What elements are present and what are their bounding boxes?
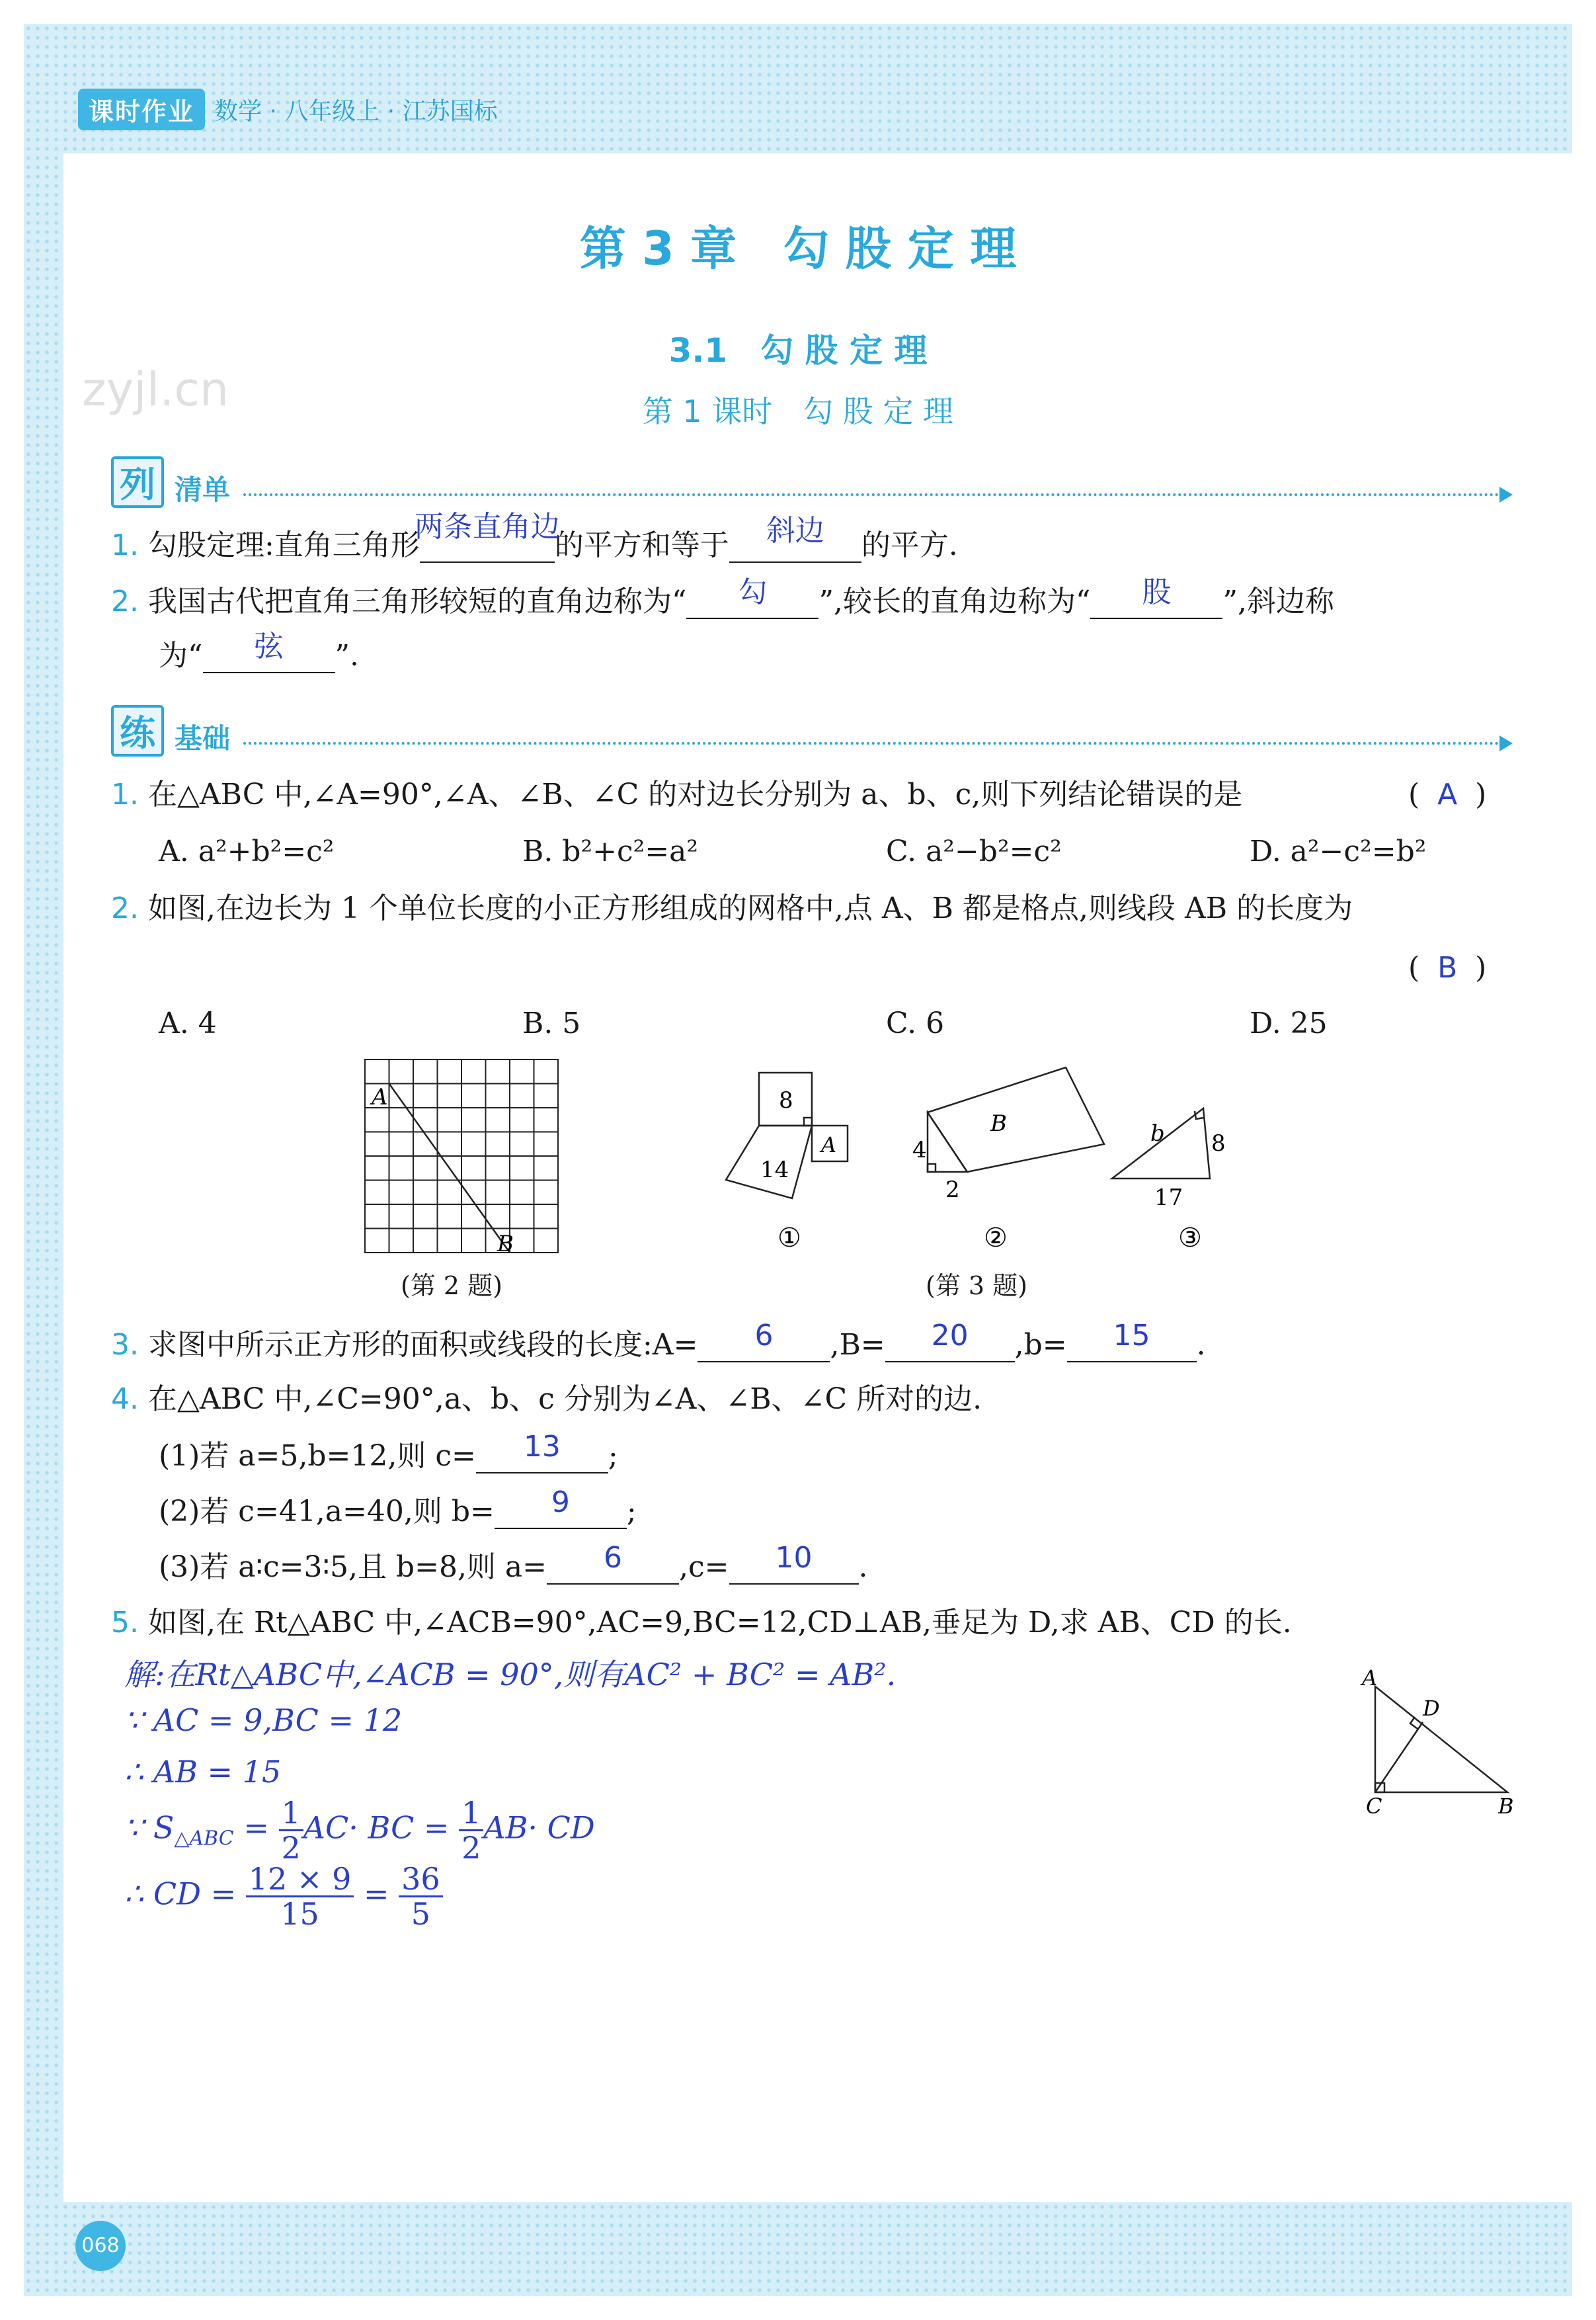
- q2-answer-bracket: ( B ): [1408, 948, 1486, 988]
- list-q2-num: 2.: [111, 585, 139, 618]
- dotted-divider: [243, 742, 1499, 745]
- q3-ans2: 20: [931, 1319, 969, 1352]
- q3-blank2: [885, 1319, 1015, 1362]
- list-q1-ans2: 斜边: [766, 514, 824, 548]
- fig3-side2: 2: [945, 1177, 960, 1203]
- sol4-post: AB· CD: [483, 1809, 595, 1846]
- lesson-title: 第 1 课时 勾 股 定 理: [642, 394, 954, 429]
- q4-p3-blank1: [547, 1541, 679, 1585]
- grid-lines: [365, 1059, 558, 1253]
- list-q1-blank2: [729, 514, 861, 563]
- arrow-icon: [1499, 487, 1513, 503]
- half-denominator: 2: [281, 1830, 301, 1866]
- sol4-pre: ∵ S: [124, 1809, 175, 1846]
- solution-line-2: ∵ AC = 9,BC = 12: [124, 1702, 403, 1738]
- half-fraction-2: [459, 1796, 483, 1864]
- section-list-header: [111, 456, 1513, 509]
- q1-option-b: B. b²+c²=a²: [522, 835, 698, 868]
- q4-p1-pre: (1)若 a=5,b=12,则 c=: [159, 1439, 476, 1473]
- solution-line-5: [124, 1862, 443, 1930]
- q4-p2-post: ;: [626, 1495, 637, 1528]
- q4-part3: [159, 1541, 868, 1587]
- q3-pre: 求图中所示正方形的面积或线段的长度:A=: [147, 1328, 698, 1362]
- sol4-sub: △ABC: [174, 1827, 234, 1850]
- half-fraction: [279, 1796, 303, 1864]
- q3-blank3: [1067, 1319, 1197, 1362]
- section-practice-header: [111, 705, 1513, 758]
- q2-num: 2.: [111, 891, 139, 925]
- q1-text: 在△ABC 中,∠A=90°,∠A、∠B、∠C 的对边长分别为 a、b、c,则下列结论错误的是: [147, 778, 1243, 811]
- page-number: 068: [75, 2221, 126, 2271]
- q4-p2-ans: 9: [551, 1485, 570, 1519]
- q4-text: 在△ABC 中,∠C=90°,a、b、c 分别为∠A、∠B、∠C 所对的边.: [147, 1382, 982, 1416]
- q5-text: 如图,在 Rt△ABC 中,∠ACB=90°,AC=9,BC=12,CD⊥AB,垂足为 D,求 AB、CD 的长.: [147, 1606, 1292, 1639]
- cd-denominator: 15: [280, 1896, 319, 1932]
- cd-fraction: [246, 1862, 354, 1930]
- sol5-pre: ∴ CD =: [124, 1876, 237, 1912]
- cd-result-denominator: 5: [411, 1896, 431, 1932]
- q4-p1-post: ;: [608, 1439, 618, 1473]
- q5-figure: [1349, 1660, 1521, 1819]
- fig5-a: A: [1362, 1665, 1378, 1690]
- q3-post: .: [1196, 1328, 1206, 1362]
- q3-num: 3.: [111, 1328, 139, 1362]
- q2-answer: B: [1437, 951, 1458, 985]
- segment-ab: [389, 1084, 510, 1253]
- q4-p2-blank: [495, 1485, 627, 1529]
- q4-p1-ans: 13: [523, 1430, 561, 1464]
- fig5-d: D: [1423, 1696, 1440, 1721]
- list-badge: 列: [111, 456, 164, 508]
- list-q2-ans3: 弦: [254, 630, 284, 663]
- fig3-tri-b: b: [1150, 1120, 1165, 1147]
- list-q2-post: ”,斜边称: [1222, 585, 1334, 618]
- q5-num: 5.: [111, 1606, 139, 1639]
- list-q2-line2: [159, 630, 359, 676]
- sol4-eq: =: [243, 1809, 269, 1846]
- section-title: 3.1 勾 股 定 理: [668, 331, 928, 370]
- q3-mid2: ,b=: [1014, 1328, 1067, 1362]
- sol5-eq: =: [363, 1876, 389, 1912]
- solution-line-1: 解:在Rt△ABC中,∠ACB = 90°,则有AC² + BC² = AB².: [124, 1657, 897, 1692]
- list-q2: [111, 575, 1334, 622]
- list-q2-line2-pre: 为“: [159, 639, 203, 673]
- q4-p1-blank: [476, 1430, 608, 1473]
- q4-p3-ans1: 6: [604, 1541, 623, 1575]
- list-q1-pre: 勾股定理:直角三角形: [147, 528, 420, 562]
- q4-part2: [159, 1485, 637, 1532]
- watermark: zyjl.cn: [82, 362, 229, 417]
- fig3-side4: 4: [912, 1137, 927, 1163]
- q3-mid1: ,B=: [830, 1328, 885, 1362]
- triangle-abc: [1375, 1686, 1507, 1792]
- chapter-title: 第 3 章 勾 股 定 理: [579, 222, 1017, 276]
- list-q2-ans1: 勾: [738, 575, 768, 609]
- practice-title: 基础: [175, 722, 231, 755]
- practice-badge: 练: [111, 705, 164, 757]
- list-q2-blank1: [686, 575, 818, 619]
- q4-p3-post: .: [858, 1550, 868, 1584]
- list-q2-blank2: [1090, 575, 1222, 619]
- q3-ans1: 6: [754, 1319, 774, 1352]
- q1-answer-bracket: ( A ): [1408, 775, 1486, 815]
- fig3-label-2: ②: [984, 1223, 1008, 1253]
- fig3-tri-8: 8: [1211, 1130, 1226, 1157]
- list-q1-blank1: [414, 510, 560, 563]
- cd-numerator: 12 × 9: [246, 1862, 354, 1897]
- q4-p3-ans2: 10: [775, 1541, 813, 1575]
- fig3-label-1: ①: [778, 1223, 801, 1253]
- list-q1-mid: 的平方和等于: [554, 528, 729, 562]
- q2-option-b: B. 5: [522, 1007, 581, 1040]
- list-q2-mid: ”,较长的直角边称为“: [818, 585, 1091, 618]
- practice-q3: [111, 1319, 1206, 1365]
- practice-q1: [111, 775, 1242, 815]
- practice-q4: [111, 1380, 982, 1419]
- q1-option-c: C. a²−b²=c²: [886, 835, 1062, 868]
- list-q1: [111, 510, 958, 565]
- fig3-sq-a: A: [821, 1132, 837, 1157]
- list-q1-ans1: 两条直角边: [414, 510, 560, 544]
- half-denominator-2: 2: [461, 1830, 481, 1866]
- q4-num: 4.: [111, 1382, 139, 1416]
- q2-option-c: C. 6: [886, 1007, 945, 1040]
- bottom-border-band: [24, 2202, 1572, 2296]
- fig5-b: B: [1498, 1794, 1514, 1819]
- altitude-cd: [1375, 1722, 1423, 1792]
- solution-line-4: [124, 1796, 595, 1864]
- q1-option-d: D. a²−c²=b²: [1250, 835, 1427, 868]
- cd-result-numerator: 36: [399, 1862, 443, 1897]
- sol4-mid: AC· BC =: [303, 1809, 450, 1846]
- fig2-caption: (第 2 题): [401, 1271, 502, 1300]
- fig3-sq-bottom: 14: [760, 1157, 789, 1183]
- fig3-figure: [714, 1058, 1283, 1257]
- half-numerator-2: 1: [459, 1796, 483, 1831]
- brand-logo: 课时作业: [78, 89, 205, 130]
- list-q2-line2-post: ”.: [335, 639, 359, 673]
- q2-option-a: A. 4: [159, 1007, 217, 1040]
- q3-blank1: [698, 1319, 830, 1362]
- fig3-label-3: ③: [1178, 1223, 1202, 1253]
- list-q2-pre: 我国古代把直角三角形较短的直角边称为“: [147, 585, 687, 618]
- list-title: 清单: [175, 474, 231, 506]
- practice-q2: [111, 889, 1353, 929]
- fig3-tri-17: 17: [1154, 1184, 1183, 1211]
- list-q1-num: 1.: [111, 528, 139, 562]
- dotted-divider: [243, 493, 1499, 496]
- point-b-label: B: [497, 1231, 514, 1257]
- grid-figure: [357, 1052, 569, 1263]
- q4-p3-blank2: [729, 1541, 859, 1585]
- fig3-sq-b: B: [990, 1110, 1007, 1137]
- cd-result-fraction: [399, 1862, 443, 1930]
- list-q2-blank3: [203, 630, 335, 673]
- fig3-part2: [928, 1067, 1104, 1172]
- q4-part1: [159, 1430, 618, 1476]
- fig5-c: C: [1366, 1794, 1382, 1819]
- q1-answer: A: [1437, 778, 1458, 811]
- q3-ans3: 15: [1113, 1319, 1150, 1352]
- list-q1-post: 的平方.: [861, 528, 958, 562]
- list-q2-ans2: 股: [1142, 575, 1172, 609]
- q4-p3-mid: ,c=: [679, 1550, 729, 1584]
- fig3-sq-top: 8: [779, 1087, 793, 1114]
- fig3-caption: (第 3 题): [926, 1271, 1027, 1300]
- page-header: [78, 86, 498, 132]
- q4-p2-pre: (2)若 c=41,a=40,则 b=: [159, 1495, 495, 1528]
- q1-option-a: A. a²+b²=c²: [159, 835, 335, 868]
- point-a-label: A: [372, 1084, 388, 1110]
- q1-num: 1.: [111, 778, 139, 811]
- q2-option-d: D. 25: [1250, 1007, 1328, 1040]
- practice-q5: [111, 1603, 1292, 1643]
- half-numerator: 1: [279, 1796, 303, 1831]
- header-subtitle: 数学 · 八年级上 · 江苏国标: [214, 97, 498, 125]
- q4-p3-pre: (3)若 a∶c=3∶5,且 b=8,则 a=: [159, 1550, 547, 1584]
- arrow-icon: [1499, 735, 1513, 751]
- q2-text: 如图,在边长为 1 个单位长度的小正方形组成的网格中,点 A、B 都是格点,则线段 AB 的长度为: [147, 891, 1353, 925]
- solution-line-3: ∴ AB = 15: [124, 1754, 282, 1790]
